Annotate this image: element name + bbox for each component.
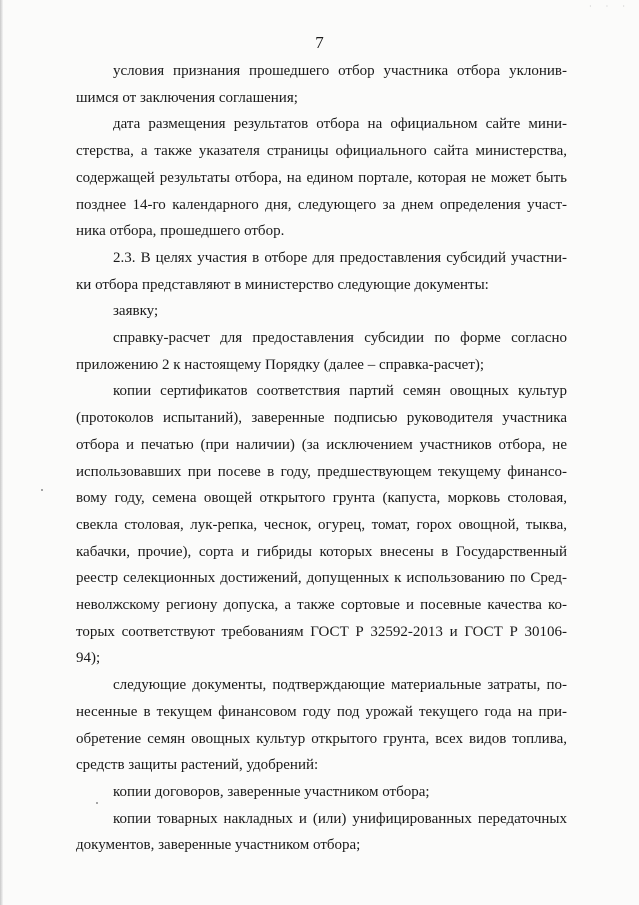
paragraph-line: несенные в текущем финансовом году под урожай текущего года на при- <box>76 703 567 720</box>
paragraph-line: заявку; <box>113 303 159 320</box>
paragraph-line: дата размещения результатов отбора на официальном сайте мини- <box>113 116 567 133</box>
paragraph-line: стерства, а также указателя страницы официального сайта министерства, <box>76 143 567 160</box>
paragraph-line: приложению 2 к настоящему Порядку (далее – справка-расчет); <box>76 356 485 373</box>
paragraph <box>76 58 567 111</box>
paragraph <box>76 779 567 806</box>
paragraph <box>76 298 567 325</box>
paragraph <box>76 672 567 779</box>
paragraph <box>76 245 567 298</box>
scan-speck <box>41 489 43 491</box>
paragraph-line: использовавших при посеве в году, предшествующем текущему финансо- <box>76 463 567 480</box>
paragraph-line: отбора и печатью (при наличии) (за исключением участников отбора, не <box>76 436 567 453</box>
paragraph-line: копии товарных накладных и (или) унифицированных передаточных <box>113 810 567 827</box>
paragraph-line: средств защиты растений, удобрений: <box>76 757 319 774</box>
paragraph-line: (протоколов испытаний), заверенные подписью руководителя участника <box>76 410 567 427</box>
document-body <box>76 58 567 859</box>
paragraph-line: условия признания прошедшего отбор участника отбора уклонив- <box>113 63 567 79</box>
scan-specks: · · · <box>589 2 631 11</box>
paragraph-line: вому году, семена овощей открытого грунта (капуста, морковь столовая, <box>76 490 567 507</box>
paragraph-line: торых соответствуют требованиям ГОСТ Р 32592-2013 и ГОСТ Р 30106- <box>76 623 567 640</box>
paragraph-line: копии договоров, заверенные участником отбора; <box>113 783 430 800</box>
scan-left-edge <box>0 0 3 905</box>
paragraph-line: свекла столовая, лук-репка, чеснок, огурец, томат, горох овощной, тыква, <box>76 516 567 533</box>
paragraph <box>76 378 567 672</box>
paragraph-line: копии сертификатов соответствия партий семян овощных культур <box>113 383 567 400</box>
paragraph-line: содержащей результаты отбора, на едином портале, которая не может быть <box>76 169 567 186</box>
paragraph-line: неволжскому региону допуска, а также сортовые и посевные качества ко- <box>76 597 567 614</box>
paragraph-line: справку-расчет для предоставления субсидии по форме согласно <box>113 330 567 347</box>
paragraph-line: 94); <box>76 650 101 667</box>
paragraph <box>76 806 567 859</box>
page-number: 7 <box>315 33 324 52</box>
scan-speck <box>96 802 98 804</box>
paragraph-line: реестр селекционных достижений, допущенных к использованию по Сред- <box>76 570 567 587</box>
paragraph-line: ки отбора представляют в министерство следующие документы: <box>76 276 489 293</box>
paragraph <box>76 325 567 378</box>
paragraph-line: 2.3. В целях участия в отборе для предоставления субсидий участни- <box>113 249 567 266</box>
paragraph-line: кабачки, прочие), сорта и гибриды которых внесены в Государственный <box>76 543 567 560</box>
paragraph-line: обретение семян овощных культур открытого грунта, всех видов топлива, <box>76 730 567 747</box>
paragraph-line: позднее 14-го календарного дня, следующего за днем определения участ- <box>76 196 567 213</box>
paragraph-line: следующие документы, подтверждающие материальные затраты, по- <box>113 677 567 694</box>
paragraph-line: ника отбора, прошедшего отбор. <box>76 223 285 240</box>
paragraph <box>76 111 567 245</box>
paragraph-line: документов, заверенные участником отбора; <box>76 837 361 854</box>
paragraph-line: шимся от заключения соглашения; <box>76 89 298 106</box>
